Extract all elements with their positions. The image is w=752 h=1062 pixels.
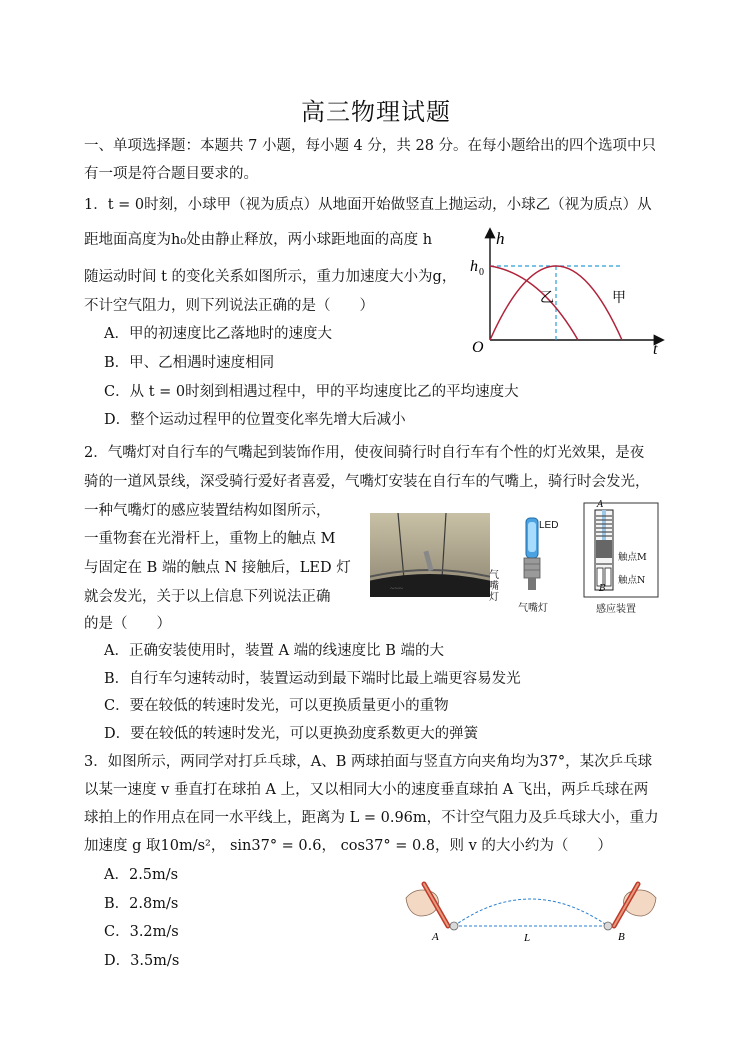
q3-table-tennis-figure — [402, 878, 660, 948]
q2-wheel-photo — [370, 513, 490, 597]
page-title: 高三物理试题 — [301, 98, 451, 126]
q2-option-a[interactable]: A．正确安装使用时，装置 A 端的线速度比 B 端的大 — [104, 643, 445, 659]
q1-option-c[interactable]: C．从 t = 0时刻到相遇过程中，甲的平均速度比乙的平均速度大 — [104, 384, 519, 400]
q2-stem-line-4: 一重物套在光滑杆上，重物上的触点 M — [84, 531, 336, 547]
device-label-b: B — [599, 584, 606, 594]
label-l: L — [524, 932, 531, 944]
curve-yi-label: 乙 — [540, 291, 554, 306]
device-label-a: A — [597, 500, 604, 510]
weight-block — [596, 540, 612, 558]
section-instructions-line-1: 一、单项选择题：本题共 7 小题，每小题 4 分，共 28 分。在每小题给出的四个选项中只 — [84, 138, 657, 154]
q2-option-c[interactable]: C．要在较低的转速时发光，可以更换质量更小的重物 — [104, 698, 449, 714]
q3-option-d[interactable]: D．3.5m/s — [104, 953, 180, 969]
q1-option-a[interactable]: A．甲的初速度比乙落地时的速度大 — [104, 326, 332, 342]
h0-subscript: 0 — [479, 267, 484, 278]
curve-jia-label: 甲 — [612, 291, 626, 306]
q3-stem-line-4: 加速度 g 取10m/s²， sin37° = 0.6， cos37° = 0.8，则 v 的大小约为（ ） — [84, 838, 612, 854]
q2-stem-line-1: 2．气嘴灯对自行车的气嘴起到装饰作用，使夜间骑行时自行车有个性的灯光效果，是夜 — [84, 445, 645, 461]
q1-option-d[interactable]: D．整个运动过程甲的位置变化率先增大后减小 — [104, 412, 406, 428]
y-axis-label: h — [496, 229, 505, 248]
photo-label-char-3: 灯 — [489, 592, 499, 603]
device-caption: 感应装置 — [596, 604, 636, 615]
q2-option-b[interactable]: B．自行车匀速转动时，装置运动到最下端时比最上端更容易发光 — [104, 671, 521, 687]
q1-stem-line-4: 不计空气阻力，则下列说法正确的是（ ） — [84, 298, 374, 314]
q3-stem-line-1: 3．如图所示，两同学对打乒乓球，A、B 两球拍面与竖直方向夹角均为37°，某次乒乓球 — [84, 754, 653, 770]
svg-text:~~~: ~~~ — [390, 584, 403, 593]
q3-stem-line-3: 球拍上的作用点在同一水平线上，距离为 L = 0.96m，不计空气阻力及乒乓球大小，重力 — [84, 810, 659, 826]
origin-label: O — [472, 339, 484, 356]
q1-stem-line-3: 随运动时间 t 的变化关系如图所示，重力加速度大小为g， — [84, 269, 457, 285]
device-label-n: 触点N — [618, 575, 646, 586]
q3-option-b[interactable]: B．2.8m/s — [104, 896, 179, 912]
q2-stem-line-6: 就会发光，关于以上信息下列说法正确 — [84, 589, 331, 605]
q2-option-d[interactable]: D．要在较低的转速时发光，可以更换劲度系数更大的弹簧 — [104, 726, 479, 742]
label-a: A — [432, 931, 439, 943]
ball-at-b — [604, 922, 612, 930]
q1-option-b[interactable]: B．甲、乙相遇时速度相同 — [104, 355, 275, 371]
q2-stem-line-5: 与固定在 B 端的触点 N 接触后，LED 灯 — [84, 560, 351, 576]
valve-caption: 气嘴灯 — [518, 603, 548, 614]
ball-at-a — [450, 922, 458, 930]
section-instructions-line-2: 有一项是符合题目要求的。 — [84, 166, 258, 182]
q3-stem-line-2: 以某一速度 v 垂直打在球拍 A 上，又以相同大小的速度垂直球拍 A 飞出，两乒乓球在两 — [84, 782, 649, 798]
q2-stem-line-3: 一种气嘴灯的感应装置结构如图所示， — [84, 503, 331, 519]
q3-option-a[interactable]: A．2.5m/s — [104, 867, 179, 883]
photo-label-char-2: 嘴 — [489, 581, 499, 592]
x-axis-label: t — [653, 341, 658, 358]
label-b: B — [618, 931, 625, 943]
photo-label — [489, 570, 501, 603]
q3-option-c[interactable]: C．3.2m/s — [104, 924, 179, 940]
q1-stem-line-1: 1．t = 0时刻，小球甲（视为质点）从地面开始做竖直上抛运动，小球乙（视为质点）从 — [84, 197, 652, 213]
q1-height-time-graph — [460, 222, 670, 360]
ball-trajectory — [454, 899, 608, 926]
curve-yi — [490, 266, 578, 340]
photo-label-char-1: 气 — [489, 570, 499, 581]
h0-label: h — [470, 258, 478, 275]
q2-stem-line-7: 的是（ ） — [84, 616, 171, 632]
q2-stem-line-2: 骑的一道风景线，深受骑行爱好者喜爱，气嘴灯安装在自行车的气嘴上，骑行时会发光， — [84, 474, 650, 490]
q1-stem-line-2: 距地面高度为h₀处由静止释放，两小球距地面的高度 h — [84, 232, 433, 248]
led-label: LED — [539, 520, 559, 531]
device-label-m: 触点M — [618, 552, 647, 563]
